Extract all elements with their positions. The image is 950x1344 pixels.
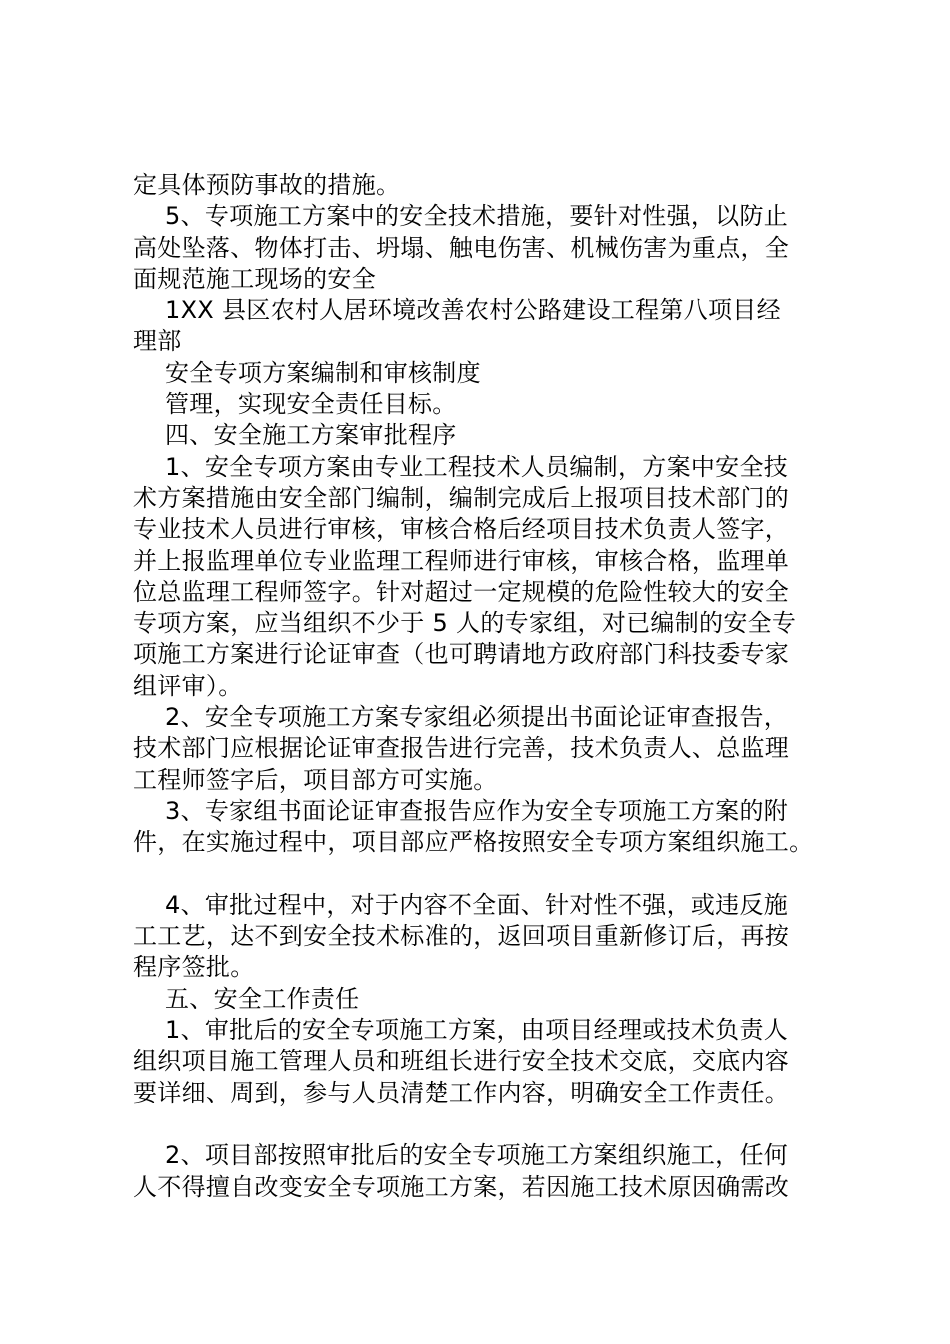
section-heading: 五、安全工作责任 <box>165 984 360 1013</box>
text-line: 2、项目部按照审批后的安全专项施工方案组织施工，任何 <box>165 1141 789 1170</box>
text-line: 3、专家组书面论证审查报告应作为安全专项施工方案的附 <box>165 796 789 825</box>
section-heading: 四、安全施工方案审批程序 <box>165 421 457 450</box>
text-line: 组评审）。 <box>133 671 243 700</box>
text-line: 工程师签字后，项目部方可实施。 <box>133 765 498 794</box>
text-line: 4、审批过程中，对于内容不全面、针对性不强，或违反施 <box>165 890 789 919</box>
text-line: 组织项目施工管理人员和班组长进行安全技术交底，交底内容 <box>133 1047 790 1076</box>
text-line: 程序签批。 <box>133 953 255 982</box>
text-line: 件，在实施过程中，项目部应严格按照安全专项方案组织施工。 <box>133 828 814 857</box>
text-line: 面规范施工现场的安全 <box>133 264 376 293</box>
text-line: 专业技术人员进行审核，审核合格后经项目技术负责人签字， <box>133 515 790 544</box>
blank-line <box>133 859 833 890</box>
text-line: 5、专项施工方案中的安全技术措施，要针对性强，以防止 <box>165 202 789 231</box>
text-line: 人不得擅自改变安全专项施工方案，若因施工技术原因确需改 <box>133 1172 790 1201</box>
text-line: 技术部门应根据论证审查报告进行完善，技术负责人、总监理 <box>133 734 790 763</box>
text-line: 理部 <box>133 327 182 356</box>
text-line: 项施工方案进行论证审查（也可聘请地方政府部门科技委专家 <box>133 640 790 669</box>
text-line: 1XX 县区农村人居环境改善农村公路建设工程第八项目经 <box>165 296 781 325</box>
text-line: 定具体预防事故的措施。 <box>133 171 401 199</box>
text-line: 管理，实现安全责任目标。 <box>165 390 457 419</box>
text-line: 位总监理工程师签字。针对超过一定规模的危险性较大的安全 <box>133 577 790 606</box>
document-body <box>133 170 833 1203</box>
text-line: 2、安全专项施工方案专家组必须提出书面论证审查报告， <box>165 703 789 732</box>
text-line: 1、安全专项方案由专业工程技术人员编制，方案中安全技 <box>165 452 789 481</box>
blank-line <box>133 1109 833 1140</box>
text-line: 高处坠落、物体打击、坍塌、触电伤害、机械伤害为重点，全 <box>133 233 790 262</box>
text-line: 工工艺，达不到安全技术标准的，返回项目重新修订后，再按 <box>133 922 790 951</box>
text-line: 专项方案，应当组织不少于 5 人的专家组，对已编制的安全专 <box>133 609 797 638</box>
text-line: 1、审批后的安全专项施工方案，由项目经理或技术负责人 <box>165 1016 789 1045</box>
text-line: 并上报监理单位专业监理工程师进行审核，审核合格，监理单 <box>133 546 790 575</box>
text-line: 要详细、周到，参与人员清楚工作内容，明确安全工作责任。 <box>133 1078 790 1107</box>
text-line: 安全专项方案编制和审核制度 <box>165 358 481 387</box>
text-line: 术方案措施由安全部门编制，编制完成后上报项目技术部门的 <box>133 483 790 512</box>
